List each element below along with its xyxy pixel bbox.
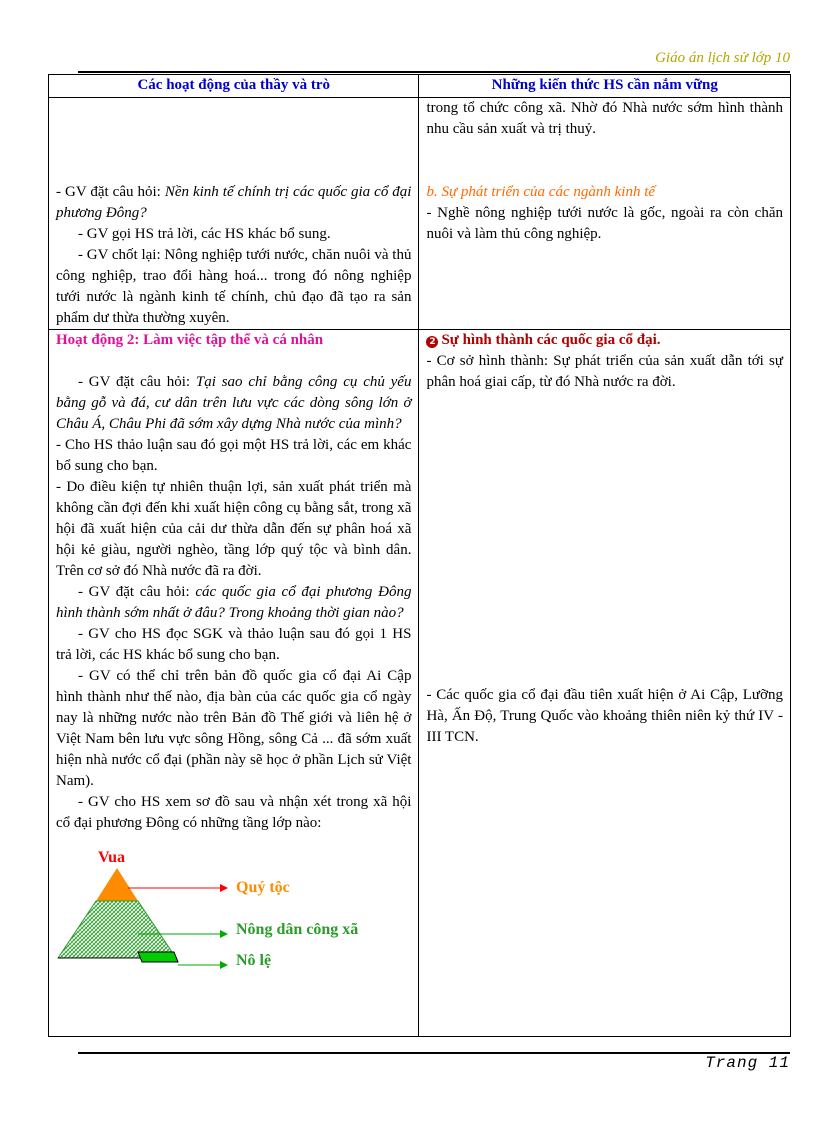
row2-right-cell	[419, 330, 791, 1037]
pyramid-bottom-tier	[138, 952, 178, 962]
row2-paragraph: - Cho HS thảo luận sau đó gọi một HS trả lời, các em khác bổ sung cho bạn.	[56, 437, 412, 474]
pyramid-top-tier	[96, 868, 138, 901]
row2-paragraph: - GV có thể chỉ trên bản đồ quốc gia cổ đại Ai Cập hình thành như thế nào, địa bàn của các quốc gia cổ ngày nay là những nước nào trên Bản đồ Thế giới và liên hệ ở Việt Nam bên lưu vực sông Hồng, sông Cả ... đã sớm xuất hiện nhà nước cổ đại (phần này sẽ học ở phần Lịch sử Việt Nam).	[56, 668, 412, 789]
row2-question: - GV đặt câu hỏi: các quốc gia cổ đại phương Đông hình thành sớm nhất ở đâu? Trong khoảng thời gian nào?	[56, 584, 412, 621]
label-nong-dan: Nông dân công xã	[236, 921, 359, 938]
row2-paragraph: - GV cho HS đọc SGK và thảo luận sau đó gọi 1 HS trả lời, các HS khác bổ sung cho bạn.	[56, 626, 412, 663]
row1-right-paragraph: - Nghề nông nghiệp tưới nước là gốc, ngoài ra còn chăn nuôi và làm thủ công nghiệp.	[426, 205, 783, 242]
row2-left-cell	[49, 330, 419, 1037]
pyramid-middle-tier	[58, 901, 176, 958]
header-rule	[78, 71, 790, 73]
row2-question: - GV đặt câu hỏi: Tại sao chỉ bằng công cụ chủ yếu bằng gỗ và đá, cư dân trên lưu vực các dòng sông lớn ở Châu Á, Châu Phi đã sớm xây dựng Nhà nước của mình?	[56, 374, 412, 432]
social-pyramid-diagram	[56, 846, 396, 981]
row1-left-cell	[49, 98, 419, 330]
table-header-row	[49, 75, 791, 98]
row1-question: - GV đặt câu hỏi: Nền kinh tế chính trị các quốc gia cổ đại phương Đông?	[56, 184, 412, 221]
row1-right-cell	[419, 98, 791, 330]
pyramid-top-label: Vua	[98, 849, 125, 866]
page-number: Trang 11	[705, 1054, 790, 1072]
row2-paragraph: - GV cho HS xem sơ đồ sau và nhận xét trong xã hội cổ đại phương Đông có những tầng lớp nào:	[56, 794, 412, 831]
row2-paragraph: - Do điều kiện tự nhiên thuận lợi, sản xuất phát triển mà không cần đợi đến khi xuất hiện công cụ bằng sắt, trong xã hội đã xuất hiện của cải dư thừa dẫn đến sự phân hoá xã hội kẻ giàu, người nghèo, tầng lớp quý tộc và bình dân. Trên cơ sở đó Nhà nước đã ra đời.	[56, 479, 412, 579]
label-no-le: Nô lệ	[236, 952, 272, 969]
row2-right-paragraph: - Các quốc gia cổ đại đầu tiên xuất hiện ở Ai Cập, Lưỡng Hà, Ấn Độ, Trung Quốc vào khoảng thiên niên kỷ thứ IV - III TCN.	[426, 687, 783, 745]
section-heading-economy: b. Sự phát triển của các ngành kinh tế	[426, 184, 656, 200]
row2-right-paragraph: - Cơ sở hình thành: Sự phát triển của sản xuất dẫn tới sự phân hoá giai cấp, từ đó Nhà nước ra đời.	[426, 353, 783, 390]
table-row	[49, 98, 791, 330]
table-row	[49, 330, 791, 1037]
footer-rule	[78, 1052, 790, 1054]
social-pyramid-svg	[56, 846, 396, 981]
number-2-icon: 2	[426, 336, 438, 348]
label-quy-toc: Quý tộc	[236, 879, 290, 896]
row1-paragraph: - GV gọi HS trả lời, các HS khác bổ sung.	[78, 226, 331, 242]
column-header-activities: Các hoạt động của thầy và trò	[49, 75, 419, 98]
section-heading-states: 2 Sự hình thành các quốc gia cổ đại.	[426, 330, 783, 351]
row1-right-paragraph: trong tổ chức công xã. Nhờ đó Nhà nước sớm hình thành nhu cầu sản xuất và trị thuỷ.	[426, 100, 783, 137]
activity-heading: Hoạt động 2: Làm việc tập thể và cá nhân	[56, 332, 324, 348]
lesson-table	[48, 74, 791, 1037]
row1-paragraph: - GV chốt lại: Nông nghiệp tưới nước, chăn nuôi và thủ công nghiệp, trao đổi hàng hoá... trong đó nông nghiệp tưới nước là ngành kinh tế chính, chủ đạo đã tạo ra sản phẩm dư thừa thường xuyên.	[56, 247, 412, 326]
document-header-title: Giáo án lịch sử lớp 10	[655, 50, 790, 66]
column-header-knowledge: Những kiến thức HS cần nắm vững	[419, 75, 791, 98]
